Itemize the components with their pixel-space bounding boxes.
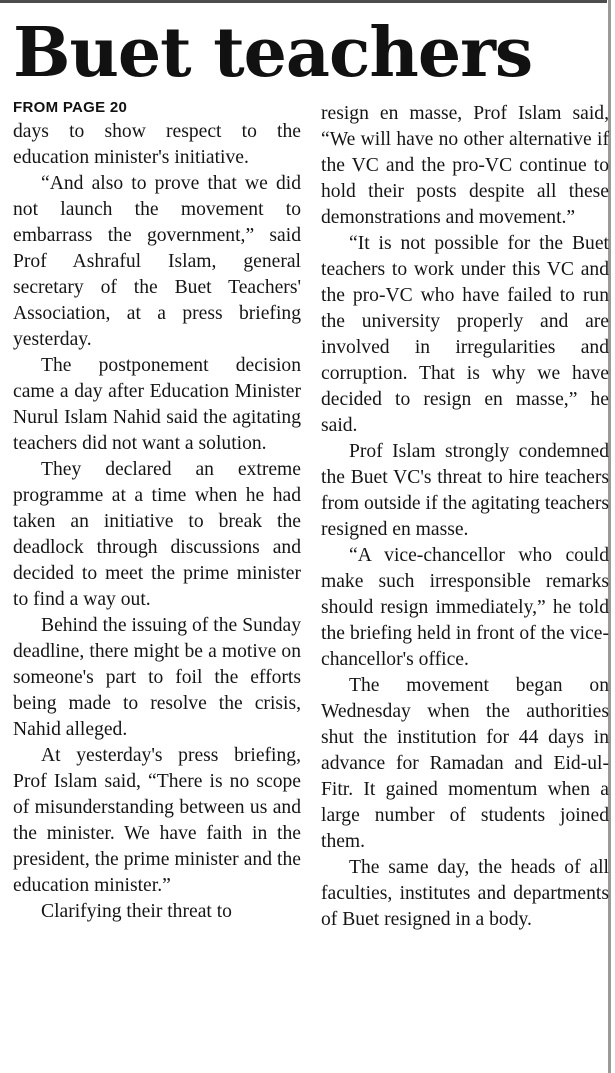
paragraph: Clarifying their threat to: [41, 901, 232, 922]
top-border-rule: [0, 0, 607, 3]
paragraph: days to show respect to the education minister's initiative.: [13, 121, 301, 168]
paragraph: The same day, the heads of all faculties, institutes and departments of Buet resigned in a body.: [321, 857, 609, 930]
paragraph: Prof Islam strongly condemned the Buet VC's threat to hire teachers from outside if the agitating teachers resigned en masse.: [321, 441, 609, 540]
left-column: [13, 100, 301, 925]
paragraph: They declared an extreme programme at a time when he had taken an initiative to break the deadlock through discussions and decided to meet the prime minister to find a way out.: [13, 459, 301, 610]
headline: Buet teachers: [13, 13, 533, 93]
paragraph: resign en masse, Prof Islam said, “We will have no other alternative if the VC and the pro-VC continue to hold their posts despite all these demonstrations and movement.”: [321, 103, 609, 228]
paragraph: “And also to prove that we did not launch the movement to embarrass the government,” said Prof Ashraful Islam, general secretary of the Buet Teachers' Association, at a press briefing yesterday.: [13, 173, 301, 350]
paragraph: “It is not possible for the Buet teachers to work under this VC and the pro-VC who have failed to run the university properly and are involved in irregularities and corruption. That is why we have decided to resign en masse,” he said.: [321, 233, 609, 436]
paragraph: The movement began on Wednesday when the authorities shut the institution for 44 days in advance for Ramadan and Eid-ul-Fitr. It gained momentum when a large number of students joined them.: [321, 675, 609, 852]
paragraph: At yesterday's press briefing, Prof Islam said, “There is no scope of misunderstanding between us and the minister. We have faith in the president, the prime minister and the education minister.”: [13, 745, 301, 896]
continuation-kicker: FROM PAGE 20: [13, 99, 128, 116]
paragraph: “A vice-chancellor who could make such irresponsible remarks should resign immediately,” he told the briefing held in front of the vice-chancellor's office.: [321, 545, 609, 670]
paragraph: The postponement decision came a day after Education Minister Nurul Islam Nahid said the agitating teachers did not want a solution.: [13, 355, 301, 454]
right-column: [321, 101, 609, 933]
paragraph: Behind the issuing of the Sunday deadline, there might be a motive on someone's part to foil the efforts being made to resolve the crisis, Nahid alleged.: [13, 615, 301, 740]
